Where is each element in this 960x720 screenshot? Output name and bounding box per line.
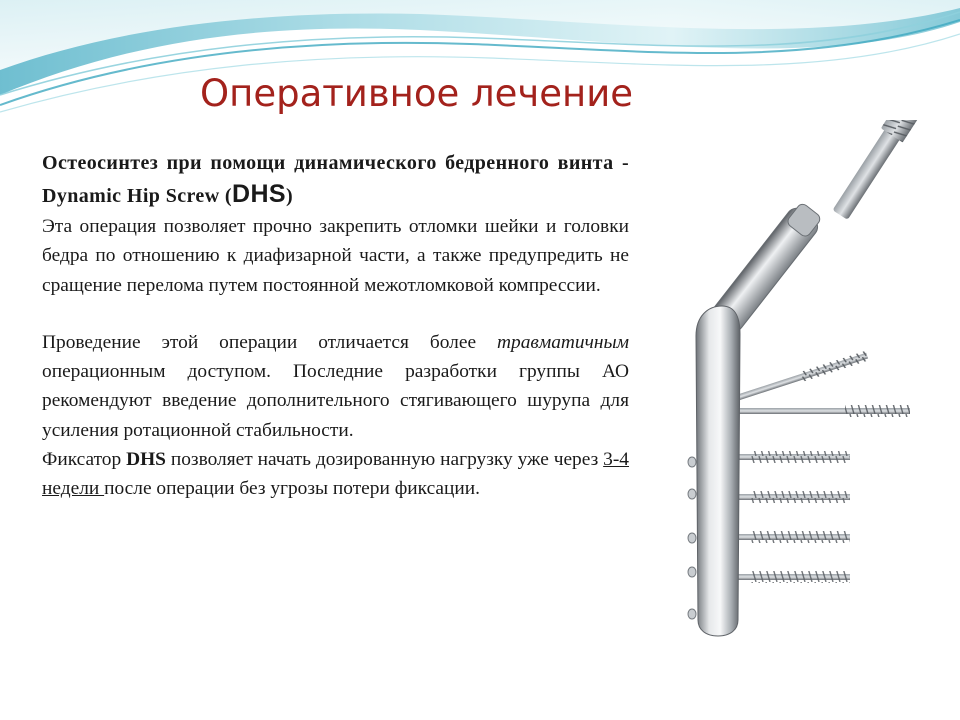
dhs-implant-image [660, 120, 950, 640]
heading-close: ) [285, 185, 294, 207]
slide-body [42, 148, 629, 504]
paragraph-3-after: после операции без угрозы потери фиксации. [104, 478, 481, 500]
heading-dhs: DHS [232, 180, 286, 208]
paragraph-3 [42, 445, 629, 504]
section-heading [42, 148, 629, 212]
paragraph-3-bold: DHS [126, 449, 166, 471]
paragraph-3-before: Фиксатор [42, 449, 127, 471]
paragraph-3-underlined: 3-4 недели [42, 449, 629, 500]
paragraph-3-middle: позволяет начать дозированную нагрузку уже через [165, 449, 604, 471]
paragraph-2-after: операционным доступом. Последние разработки группы АО рекомендуют введение дополнительного стягивающего шурупа для усиления ротационной стабильности. [42, 361, 629, 441]
lag-screw [829, 120, 933, 222]
cortical-screws [713, 351, 910, 583]
heading-text: Остеосинтез при помощи динамического бедренного винта - Dynamic Hip Screw ( [42, 152, 629, 207]
paragraph-2-before: Проведение этой операции отличается более [42, 331, 498, 353]
paragraph-2-italic: травматичным [497, 331, 629, 353]
paragraph-1: Эта операция позволяет прочно закрепить отломки шейки и головки бедра по отношению к диафизарной части, а также предупредить не сращение перелома путем постоянной межотломковой компрессии. [42, 216, 629, 296]
paragraph-2 [42, 328, 629, 445]
side-plate [688, 306, 740, 636]
slide-title: Оперативное лечение [200, 72, 634, 115]
